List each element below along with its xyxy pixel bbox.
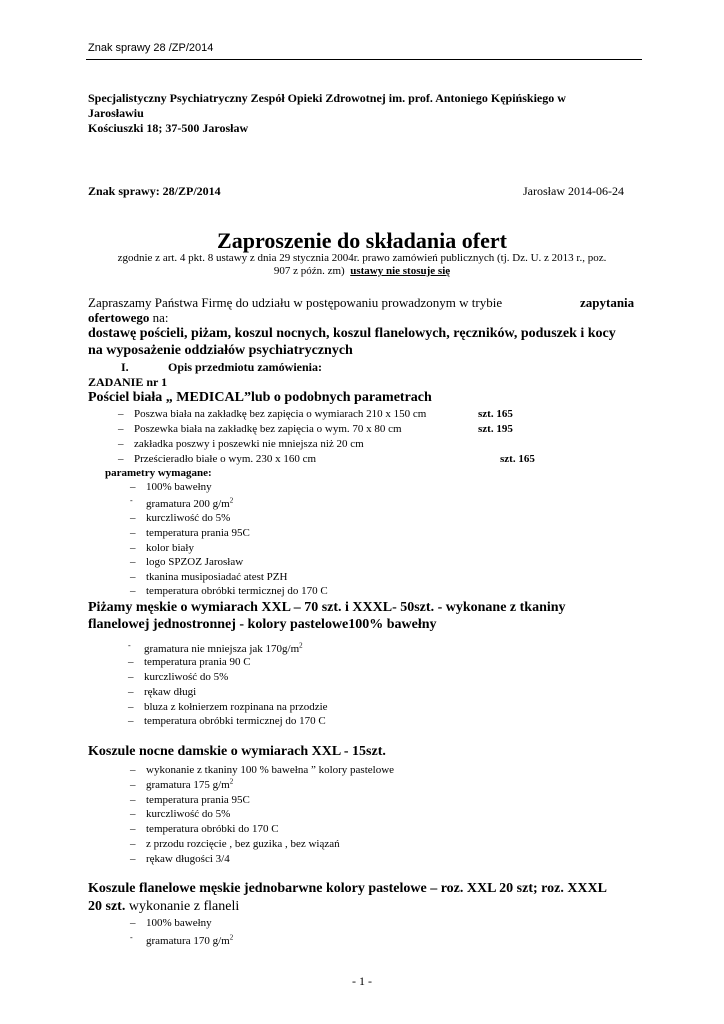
bedding-item — [118, 408, 426, 420]
dash-icon: – — [128, 686, 134, 698]
dash-icon: – — [128, 671, 134, 683]
nightgowns-item-text: wykonanie z tkaniny 100 % bawełna ” kolory pastelowe — [146, 764, 395, 776]
param-item — [130, 542, 194, 554]
param-text: logo SPZOZ Jarosław — [146, 556, 244, 568]
dash-icon: – — [130, 556, 136, 568]
flannel-item-text: gramatura 170 g/m — [146, 935, 230, 947]
dash-icon: – — [130, 823, 136, 835]
bedding-item-text: zakładka poszwy i poszewki nie mniejsza niż 20 cm — [134, 438, 364, 450]
dash-icon: - — [128, 641, 131, 650]
dash-icon: – — [130, 585, 136, 597]
pajamas-item-text: gramatura nie mniejsza jak 170g/m — [144, 643, 300, 655]
nightgowns-item — [130, 808, 230, 820]
nightgowns-item-text: z przodu rozcięcie , bez guzika , bez wiązań — [146, 838, 340, 850]
pajamas-item — [128, 686, 196, 698]
bedding-item — [118, 453, 316, 465]
dash-icon: – — [130, 481, 136, 493]
param-item — [130, 496, 233, 510]
param-item — [130, 556, 243, 568]
intro-line1-plain: Zapraszamy Państwa Firmę do udziału w postępowaniu prowadzonym w trybie — [88, 295, 503, 310]
dash-icon: - — [130, 496, 133, 505]
pajamas-heading-line1: Piżamy męskie o wymiarach XXL – 70 szt. i XXXL- 50szt. - wykonane z tkaniny — [88, 600, 566, 615]
nightgowns-item — [130, 794, 250, 806]
institution-name-line2: Jarosławiu — [88, 106, 144, 120]
nightgowns-item — [130, 823, 279, 835]
dash-icon: – — [130, 838, 136, 850]
dash-icon: – — [130, 917, 136, 929]
flannel-heading-plain: wykonanie z flaneli — [128, 899, 240, 914]
dash-icon: – — [118, 453, 124, 465]
param-text: gramatura 200 g/m — [146, 498, 230, 510]
flannel-heading-line1: Koszule flanelowe męskie jednobarwne kolory pastelowe – roz. XXL 20 szt; roz. XXXL — [88, 881, 607, 896]
nightgowns-item — [130, 764, 394, 776]
dash-icon: – — [130, 527, 136, 539]
flannel-item-text: 100% bawełny — [146, 917, 212, 929]
pajamas-item-text: temperatura obróbki termicznej do 170 C — [144, 715, 326, 727]
pajamas-item-text: kurczliwość do 5% — [144, 671, 229, 683]
dash-icon: – — [118, 408, 124, 420]
dash-icon: – — [130, 853, 136, 865]
nightgowns-item-text: gramatura 175 g/m — [146, 779, 230, 791]
nightgowns-item — [130, 838, 340, 850]
header-rule — [86, 59, 642, 60]
dash-icon: – — [130, 571, 136, 583]
pajamas-item — [128, 641, 303, 655]
dash-icon: – — [128, 656, 134, 668]
section-title: Opis przedmiotu zamówienia: — [168, 360, 322, 374]
nightgowns-item — [130, 853, 230, 865]
param-text: temperatura prania 95C — [146, 527, 250, 539]
dash-icon: – — [130, 808, 136, 820]
pajamas-heading-line2: flanelowej jednostronnej - kolory pastelowe100% bawełny — [88, 617, 437, 632]
pajamas-item — [128, 656, 251, 668]
superscript: 2 — [229, 777, 234, 786]
task-label: ZADANIE nr 1 — [88, 375, 168, 389]
flannel-item — [130, 917, 212, 929]
param-text: temperatura obróbki termicznej do 170 C — [146, 585, 328, 597]
bedding-item-qty: szt. 165 — [478, 408, 513, 420]
dash-icon: – — [130, 794, 136, 806]
subtitle-plain: 907 z późn. zm) — [273, 265, 345, 277]
param-text: 100% bawełny — [146, 481, 212, 493]
section-number: I. — [121, 360, 129, 374]
pajamas-item-text: temperatura prania 90 C — [144, 656, 251, 668]
page-title: Zaproszenie do składania ofert — [217, 228, 507, 253]
nightgowns-item-text: kurczliwość do 5% — [146, 808, 231, 820]
bedding-heading: Pościel biała „ MEDICAL”lub o podobnych parametrach — [88, 390, 432, 405]
pajamas-item — [128, 715, 326, 727]
superscript: 2 — [299, 641, 303, 650]
intro-line2-plain: na: — [152, 310, 169, 325]
bedding-item — [118, 438, 364, 450]
pajamas-item — [128, 671, 228, 683]
param-text: tkanina musiposiadać atest PZH — [146, 571, 288, 583]
dash-icon: – — [130, 512, 136, 524]
header-case-ref: Znak sprawy 28 /ZP/2014 — [88, 42, 214, 54]
param-item — [130, 481, 212, 493]
dash-icon: – — [118, 423, 124, 435]
bedding-item-text: Prześcieradło białe o wym. 230 x 160 cm — [134, 453, 317, 465]
param-item — [130, 527, 250, 539]
bedding-item — [118, 423, 402, 435]
params-label: parametry wymagane: — [105, 467, 212, 479]
intro-line2 — [88, 310, 169, 326]
bedding-item-qty: szt. 165 — [500, 453, 535, 465]
dash-icon: – — [130, 779, 136, 791]
subtitle-bold: ustawy nie stosuje się — [350, 265, 451, 277]
institution-address: Kościuszki 18; 37-500 Jarosław — [88, 121, 249, 135]
intro-subject-line1: dostawę pościeli, piżam, koszul nocnych, koszul flanelowych, ręczników, poduszek i kocy — [88, 326, 616, 341]
pajamas-item — [128, 701, 328, 713]
nightgowns-heading: Koszule nocne damskie o wymiarach XXL - 15szt. — [88, 744, 386, 759]
superscript: 2 — [229, 496, 234, 505]
superscript: 2 — [229, 933, 234, 942]
param-item — [130, 571, 287, 583]
dash-icon: – — [128, 701, 134, 713]
pajamas-item-text: rękaw długi — [144, 686, 197, 698]
intro-subject-line2: na wyposażenie oddziałów psychiatrycznych — [88, 343, 353, 358]
subtitle-line2 — [0, 265, 724, 277]
param-item — [130, 512, 230, 524]
param-text: kurczliwość do 5% — [146, 512, 231, 524]
flannel-item — [130, 933, 233, 947]
dash-icon: – — [118, 438, 124, 450]
nightgowns-item — [130, 779, 233, 791]
case-number: Znak sprawy: 28/ZP/2014 — [88, 184, 221, 198]
flannel-heading-line2 — [88, 899, 239, 915]
param-item — [130, 585, 328, 597]
dash-icon: - — [130, 933, 133, 942]
place-date: Jarosław 2014-06-24 — [523, 184, 624, 198]
nightgowns-item-text: rękaw długości 3/4 — [146, 853, 230, 865]
intro-line1-bold: zapytania — [580, 295, 635, 310]
flannel-heading-bold: 20 szt. — [88, 899, 126, 914]
pajamas-item-text: bluza z kołnierzem rozpinana na przodzie — [144, 701, 328, 713]
dash-icon: – — [128, 715, 134, 727]
institution-name-line1: Specjalistyczny Psychiatryczny Zespół Opieki Zdrowotnej im. prof. Antoniego Kępińskiego w — [88, 91, 566, 105]
bedding-item-text: Poszwa biała na zakładkę bez zapięcia o wymiarach 210 x 150 cm — [134, 408, 427, 420]
bedding-item-text: Poszewka biała na zakładkę bez zapięcia o wym. 70 x 80 cm — [134, 423, 402, 435]
nightgowns-item-text: temperatura prania 95C — [146, 794, 250, 806]
nightgowns-item-text: temperatura obróbki do 170 C — [146, 823, 279, 835]
bedding-item-qty: szt. 195 — [478, 423, 513, 435]
subtitle-line1: zgodnie z art. 4 pkt. 8 ustawy z dnia 29 stycznia 2004r. prawo zamówień publicznych (tj. Dz. U. z 2013 r., poz. — [117, 252, 607, 264]
page-number: - 1 - — [352, 974, 372, 988]
intro-line1 — [88, 295, 635, 311]
param-text: kolor biały — [146, 542, 194, 554]
intro-line2-bold: ofertowego — [88, 310, 150, 325]
dash-icon: – — [130, 542, 136, 554]
dash-icon: – — [130, 764, 136, 776]
